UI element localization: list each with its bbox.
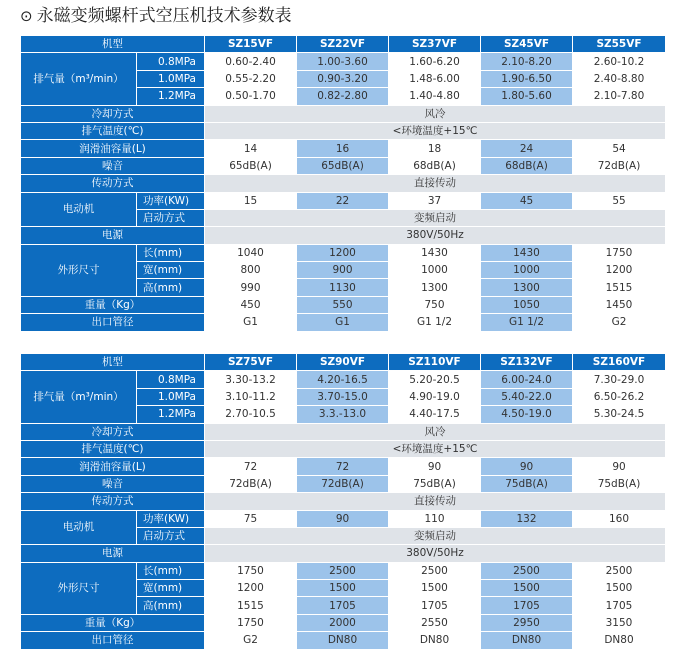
spec-table-1	[20, 35, 666, 332]
airflow-label: 排气量（m³/min）	[21, 371, 137, 423]
table-cell: 2.10-8.20	[481, 53, 573, 70]
pressure-label: 0.8MPa	[137, 371, 205, 388]
table-row	[21, 440, 666, 457]
table-cell: 72	[297, 458, 389, 475]
table-cell: 1000	[481, 262, 573, 279]
table-cell: 90	[481, 458, 573, 475]
table-cell: 1705	[389, 597, 481, 614]
table-row	[21, 632, 666, 649]
oil-label: 润滑油容量(L)	[21, 458, 205, 475]
table-cell: 2500	[481, 562, 573, 579]
table-cell: 2.40-8.80	[573, 70, 666, 87]
cooling-label: 冷却方式	[21, 105, 205, 122]
length-label: 长(mm)	[137, 562, 205, 579]
table-cell: 450	[205, 296, 297, 313]
motor-label: 电动机	[21, 510, 137, 545]
table-cell: 1500	[297, 580, 389, 597]
supply-label: 电源	[21, 545, 205, 562]
table-cell: 4.20-16.5	[297, 371, 389, 388]
table-cell: 45	[481, 192, 573, 209]
cooling-value: 风冷	[205, 423, 666, 440]
table-cell: 54	[573, 140, 666, 157]
table-cell: 1000	[389, 262, 481, 279]
table-row	[21, 244, 666, 261]
table-row	[21, 192, 666, 209]
table-cell: 1.60-6.20	[389, 53, 481, 70]
table-row	[21, 545, 666, 562]
table-cell: 3.30-13.2	[205, 371, 297, 388]
table-row	[21, 227, 666, 244]
table-row	[21, 175, 666, 192]
spec-table-2	[20, 353, 666, 650]
model-label: 机型	[21, 36, 205, 53]
table-cell: 2500	[389, 562, 481, 579]
table-cell: 2950	[481, 614, 573, 631]
table-cell: 1430	[389, 244, 481, 261]
table-cell: 72dB(A)	[205, 475, 297, 492]
table-cell: 75dB(A)	[573, 475, 666, 492]
model-header: SZ22VF	[297, 36, 389, 53]
table-cell: DN80	[297, 632, 389, 649]
pressure-label: 1.0MPa	[137, 70, 205, 87]
cooling-label: 冷却方式	[21, 423, 205, 440]
table-cell: 1500	[389, 580, 481, 597]
power-label: 功率(KW)	[137, 192, 205, 209]
table-cell: G2	[205, 632, 297, 649]
airflow-label: 排气量（m³/min）	[21, 53, 137, 105]
table-cell: 2550	[389, 614, 481, 631]
table-row	[21, 510, 666, 527]
table-cell: 90	[297, 510, 389, 527]
table-cell: 0.82-2.80	[297, 88, 389, 105]
exhaust-temp-value: <环境温度+15℃	[205, 440, 666, 457]
table-cell: 90	[389, 458, 481, 475]
table-cell: 1705	[297, 597, 389, 614]
table-cell: 5.20-20.5	[389, 371, 481, 388]
table-cell: 1040	[205, 244, 297, 261]
table-cell: 68dB(A)	[481, 157, 573, 174]
table-cell: 55	[573, 192, 666, 209]
supply-value: 380V/50Hz	[205, 227, 666, 244]
model-header: SZ37VF	[389, 36, 481, 53]
table-cell: 750	[389, 296, 481, 313]
pressure-label: 1.2MPa	[137, 406, 205, 423]
table-cell: 65dB(A)	[297, 157, 389, 174]
table-cell: G1	[205, 314, 297, 331]
page-title	[20, 4, 292, 28]
table-cell: 0.90-3.20	[297, 70, 389, 87]
dims-label: 外形尺寸	[21, 244, 137, 296]
model-header: SZ15VF	[205, 36, 297, 53]
table-cell: 1750	[205, 614, 297, 631]
table-cell: 1705	[573, 597, 666, 614]
table-cell: 3.70-15.0	[297, 388, 389, 405]
model-label: 机型	[21, 354, 205, 371]
table-cell: 2.60-10.2	[573, 53, 666, 70]
start-label: 启动方式	[137, 527, 205, 544]
outlet-label: 出口管径	[21, 632, 205, 649]
model-header: SZ75VF	[205, 354, 297, 371]
table-cell: 72dB(A)	[297, 475, 389, 492]
width-label: 宽(mm)	[137, 262, 205, 279]
table-cell: 68dB(A)	[389, 157, 481, 174]
table-cell: 75dB(A)	[481, 475, 573, 492]
table-cell: 1500	[481, 580, 573, 597]
table-cell: 1200	[573, 262, 666, 279]
model-header: SZ110VF	[389, 354, 481, 371]
width-label: 宽(mm)	[137, 580, 205, 597]
table-cell: 2.70-10.5	[205, 406, 297, 423]
table-cell: 4.50-19.0	[481, 406, 573, 423]
oil-label: 润滑油容量(L)	[21, 140, 205, 157]
table-row	[21, 36, 666, 53]
table-cell: DN80	[481, 632, 573, 649]
exhaust-temp-label: 排气温度(℃)	[21, 440, 205, 457]
drive-value: 直接传动	[205, 175, 666, 192]
table-cell: 24	[481, 140, 573, 157]
table-cell: 4.90-19.0	[389, 388, 481, 405]
table-cell: 160	[573, 510, 666, 527]
model-header: SZ90VF	[297, 354, 389, 371]
height-label: 高(mm)	[137, 597, 205, 614]
noise-label: 噪音	[21, 475, 205, 492]
start-label: 启动方式	[137, 209, 205, 226]
table-cell: 1300	[389, 279, 481, 296]
table-row	[21, 296, 666, 313]
length-label: 长(mm)	[137, 244, 205, 261]
table-cell: 14	[205, 140, 297, 157]
table-row	[21, 314, 666, 331]
table-cell: G2	[573, 314, 666, 331]
table-cell: 75	[205, 510, 297, 527]
table-cell: 75dB(A)	[389, 475, 481, 492]
table-row	[21, 614, 666, 631]
weight-label: 重量（Kg）	[21, 296, 205, 313]
table-cell: 2500	[573, 562, 666, 579]
table-row	[21, 562, 666, 579]
pressure-label: 1.0MPa	[137, 388, 205, 405]
drive-label: 传动方式	[21, 175, 205, 192]
cooling-value: 风冷	[205, 105, 666, 122]
table-row	[21, 354, 666, 371]
dims-label: 外形尺寸	[21, 562, 137, 614]
drive-label: 传动方式	[21, 493, 205, 510]
table-cell: 37	[389, 192, 481, 209]
table-cell: 0.60-2.40	[205, 53, 297, 70]
table-cell: 6.50-26.2	[573, 388, 666, 405]
table-cell: 72	[205, 458, 297, 475]
table-cell: G1	[297, 314, 389, 331]
pressure-label: 1.2MPa	[137, 88, 205, 105]
table-cell: 1430	[481, 244, 573, 261]
table-cell: 1050	[481, 296, 573, 313]
outlet-label: 出口管径	[21, 314, 205, 331]
table-cell: DN80	[573, 632, 666, 649]
table-cell: 1515	[573, 279, 666, 296]
table-row	[21, 140, 666, 157]
table-cell: 550	[297, 296, 389, 313]
table-row	[21, 493, 666, 510]
table-cell: 2.10-7.80	[573, 88, 666, 105]
supply-label: 电源	[21, 227, 205, 244]
table-row	[21, 423, 666, 440]
table-cell: 1.40-4.80	[389, 88, 481, 105]
table-cell: 110	[389, 510, 481, 527]
motor-label: 电动机	[21, 192, 137, 227]
table-cell: 18	[389, 140, 481, 157]
model-header: SZ132VF	[481, 354, 573, 371]
table-cell: 0.50-1.70	[205, 88, 297, 105]
table-cell: 1300	[481, 279, 573, 296]
table-cell: G1 1/2	[481, 314, 573, 331]
table-cell: 1.90-6.50	[481, 70, 573, 87]
table-cell: 1.00-3.60	[297, 53, 389, 70]
table-cell: 6.00-24.0	[481, 371, 573, 388]
table-row	[21, 122, 666, 139]
table-cell: 132	[481, 510, 573, 527]
height-label: 高(mm)	[137, 279, 205, 296]
table-cell: 5.40-22.0	[481, 388, 573, 405]
table-cell: 2500	[297, 562, 389, 579]
table-cell: 1130	[297, 279, 389, 296]
exhaust-temp-label: 排气温度(℃)	[21, 122, 205, 139]
table-cell: 1750	[573, 244, 666, 261]
circle-dot-icon: ⊙	[20, 7, 33, 25]
table-cell: DN80	[389, 632, 481, 649]
noise-label: 噪音	[21, 157, 205, 174]
table-cell: 800	[205, 262, 297, 279]
table-cell: 15	[205, 192, 297, 209]
model-header: SZ160VF	[573, 354, 666, 371]
table-cell: 900	[297, 262, 389, 279]
power-label: 功率(KW)	[137, 510, 205, 527]
exhaust-temp-value: <环境温度+15℃	[205, 122, 666, 139]
drive-value: 直接传动	[205, 493, 666, 510]
table-cell: 3.3.-13.0	[297, 406, 389, 423]
table-row	[21, 53, 666, 70]
supply-value: 380V/50Hz	[205, 545, 666, 562]
table-cell: 990	[205, 279, 297, 296]
model-header: SZ55VF	[573, 36, 666, 53]
table-cell: 7.30-29.0	[573, 371, 666, 388]
table-cell: 4.40-17.5	[389, 406, 481, 423]
table-cell: 1500	[573, 580, 666, 597]
table-cell: G1 1/2	[389, 314, 481, 331]
page-title-text: 永磁变频螺杆式空压机技术参数表	[36, 6, 292, 26]
pressure-label: 0.8MPa	[137, 53, 205, 70]
table-cell: 5.30-24.5	[573, 406, 666, 423]
start-value: 变频启动	[205, 209, 666, 226]
table-row	[21, 371, 666, 388]
table-row	[21, 458, 666, 475]
table-row	[21, 475, 666, 492]
table-cell: 3150	[573, 614, 666, 631]
table-cell: 1705	[481, 597, 573, 614]
table-cell: 65dB(A)	[205, 157, 297, 174]
table-cell: 0.55-2.20	[205, 70, 297, 87]
table-cell: 72dB(A)	[573, 157, 666, 174]
model-header: SZ45VF	[481, 36, 573, 53]
weight-label: 重量（Kg）	[21, 614, 205, 631]
table-cell: 90	[573, 458, 666, 475]
table-row	[21, 105, 666, 122]
table-cell: 22	[297, 192, 389, 209]
table-row	[21, 157, 666, 174]
table-cell: 1200	[297, 244, 389, 261]
table-cell: 1.80-5.60	[481, 88, 573, 105]
table-cell: 2000	[297, 614, 389, 631]
table-cell: 1.48-6.00	[389, 70, 481, 87]
table-cell: 16	[297, 140, 389, 157]
table-cell: 1515	[205, 597, 297, 614]
table-cell: 1450	[573, 296, 666, 313]
start-value: 变频启动	[205, 527, 666, 544]
table-cell: 1200	[205, 580, 297, 597]
table-cell: 3.10-11.2	[205, 388, 297, 405]
table-cell: 1750	[205, 562, 297, 579]
